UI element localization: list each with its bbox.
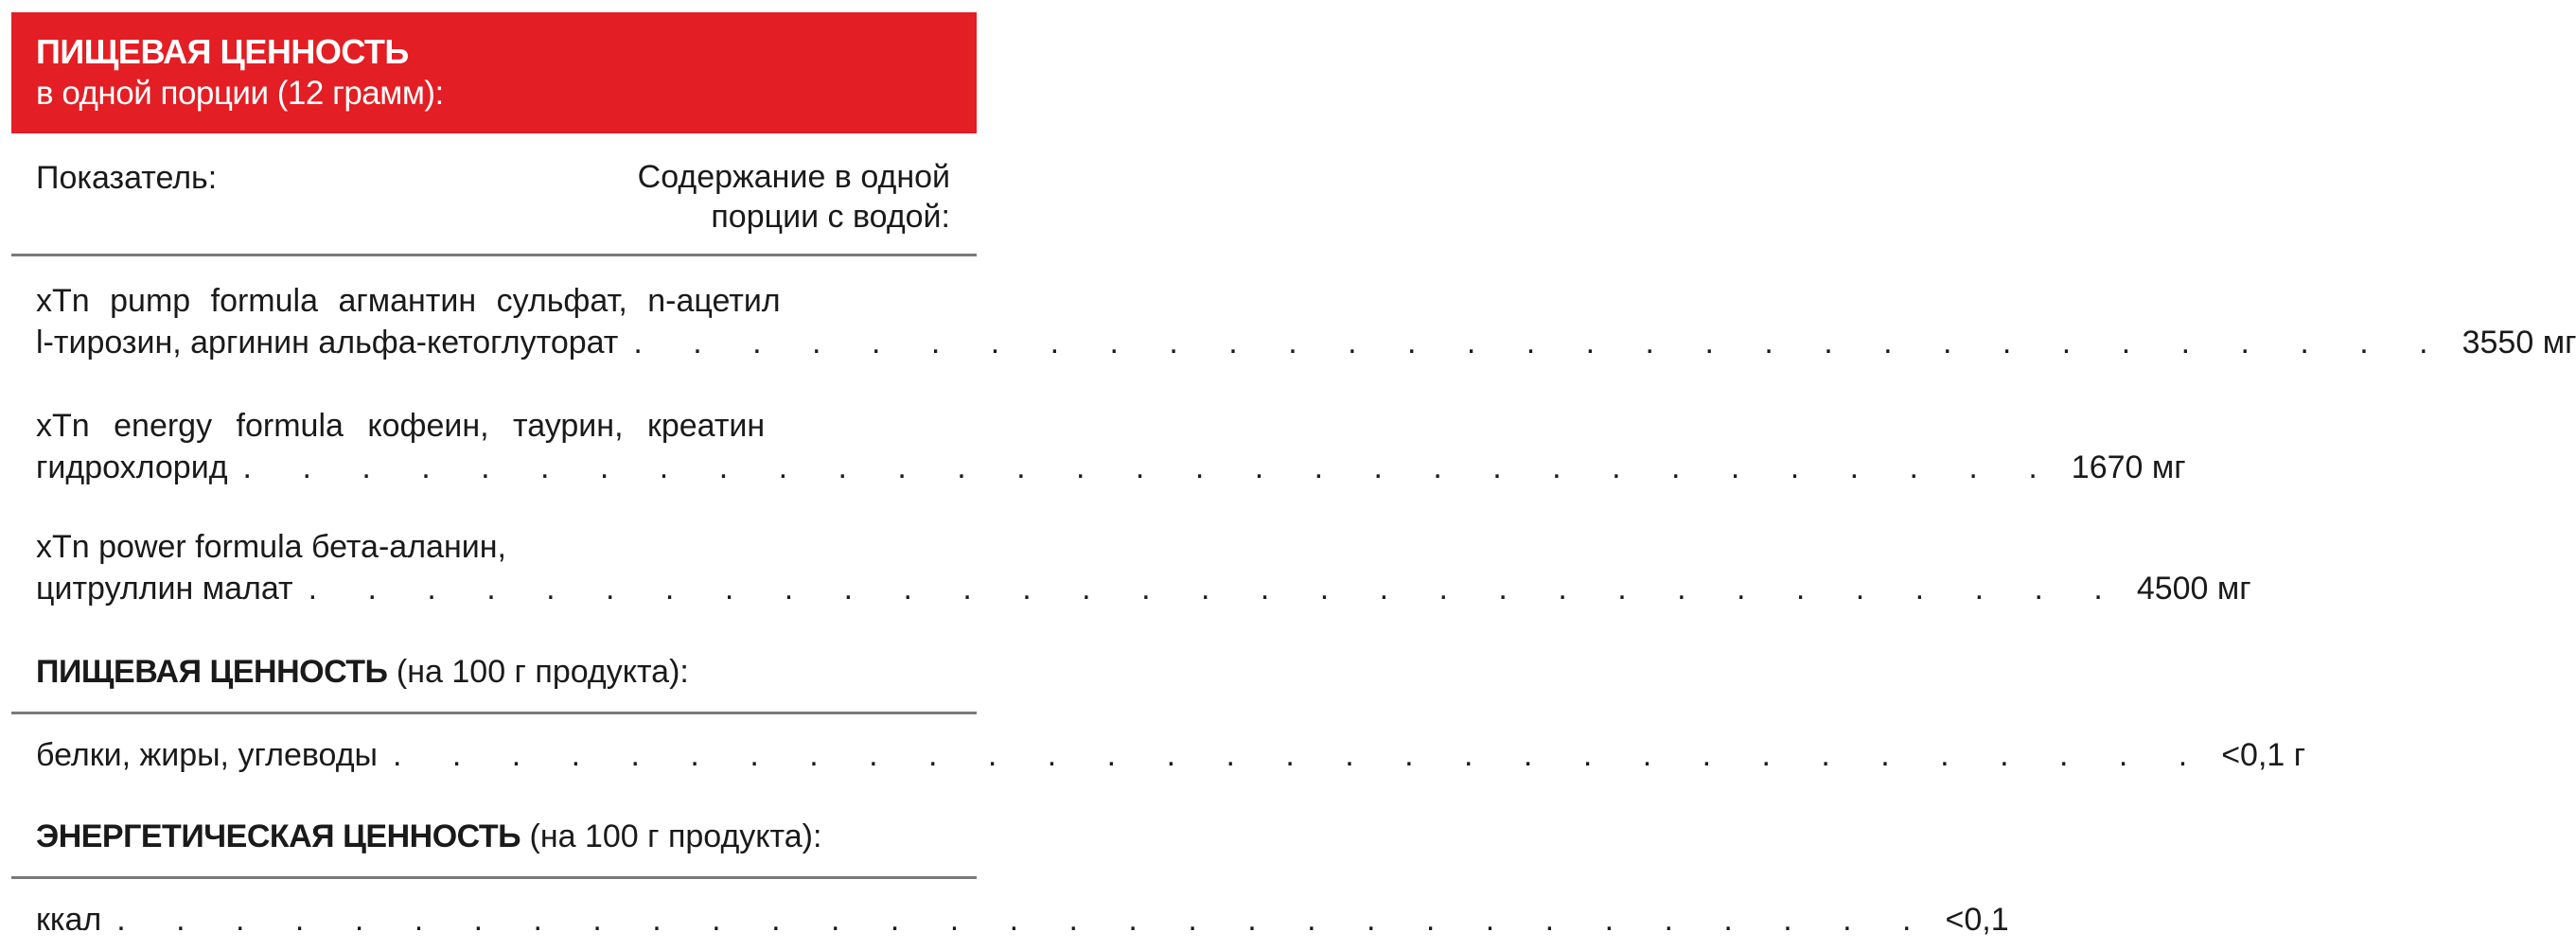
ingredient-row-line2 xyxy=(36,322,2576,363)
column-header-content xyxy=(609,157,950,237)
ingredient-row-label: гидрохлорид xyxy=(36,449,228,485)
leader-dots: . . . . . . . . . . . . . . . . . . . . . . . . . . . . . . . xyxy=(633,325,2449,361)
nutrition-heading-rest: (на 100 г продукта): xyxy=(387,654,689,690)
energy-row-value: <0,1 xyxy=(1945,902,2009,938)
ingredient-row-value: 3550 мг xyxy=(2461,325,2576,361)
ingredient-row-value: 4500 мг xyxy=(2136,571,2251,607)
leader-dots: . . . . . . . . . . . . . . . . . . . . . . . . . . . . . . . xyxy=(392,737,2209,773)
ingredient-row-label: цитруллин малат xyxy=(36,571,293,607)
nutrition-banner xyxy=(11,12,977,133)
divider xyxy=(11,254,977,256)
ingredient-row-line1: xTn energy formula кофеин, таурин, креатин xyxy=(36,408,766,444)
nutrition-heading xyxy=(36,651,689,693)
column-header-indicator: Показатель: xyxy=(36,160,218,196)
energy-heading-rest: (на 100 г продукта): xyxy=(520,818,822,854)
nutrition-heading-bold: ПИЩЕВАЯ ЦЕННОСТЬ xyxy=(36,654,388,690)
nutrition-row xyxy=(36,734,2306,776)
column-header-content-line2: порции с водой: xyxy=(711,199,950,235)
energy-heading-bold: ЭНЕРГЕТИЧЕСКАЯ ЦЕННОСТЬ xyxy=(36,818,521,854)
nutrition-row-value: <0,1 г xyxy=(2221,737,2306,773)
ingredient-row-label: l-тирозин, аргинин альфа-кетоглуторат xyxy=(36,325,619,361)
leader-dots: . . . . . . . . . . . . . . . . . . . . . . . . . . . . . . . xyxy=(116,902,1932,938)
ingredient-row-value: 1670 мг xyxy=(2071,449,2186,485)
ingredient-row-power xyxy=(36,526,2251,609)
nutrition-row-line xyxy=(36,734,2306,776)
ingredient-row-line1: xTn pump formula агмантин сульфат, n-ацетил xyxy=(36,283,781,319)
banner-subtitle: в одной порции (12 грамм): xyxy=(36,75,444,112)
column-header-content-line1: Содержание в одной xyxy=(637,159,950,195)
energy-row-line xyxy=(36,899,2009,941)
nutrition-row-label: белки, жиры, углеводы xyxy=(36,737,378,773)
energy-row-label: ккал xyxy=(36,902,102,938)
ingredient-row-pump xyxy=(36,280,2576,363)
divider xyxy=(11,876,977,879)
ingredient-row-line2 xyxy=(36,568,2251,609)
leader-dots: . . . . . . . . . . . . . . . . . . . . . . . . . . . . . . . xyxy=(242,449,2058,485)
energy-heading xyxy=(36,816,821,857)
ingredient-row-energy xyxy=(36,405,2186,488)
banner-title: ПИЩЕВАЯ ЦЕННОСТЬ xyxy=(36,32,409,71)
energy-row xyxy=(36,899,2009,941)
ingredient-row-line1: xTn power formula бета-аланин, xyxy=(36,529,506,565)
divider xyxy=(11,712,977,714)
ingredient-row-line2 xyxy=(36,447,2186,488)
leader-dots: . . . . . . . . . . . . . . . . . . . . . . . . . . . . . . . xyxy=(308,571,2124,607)
